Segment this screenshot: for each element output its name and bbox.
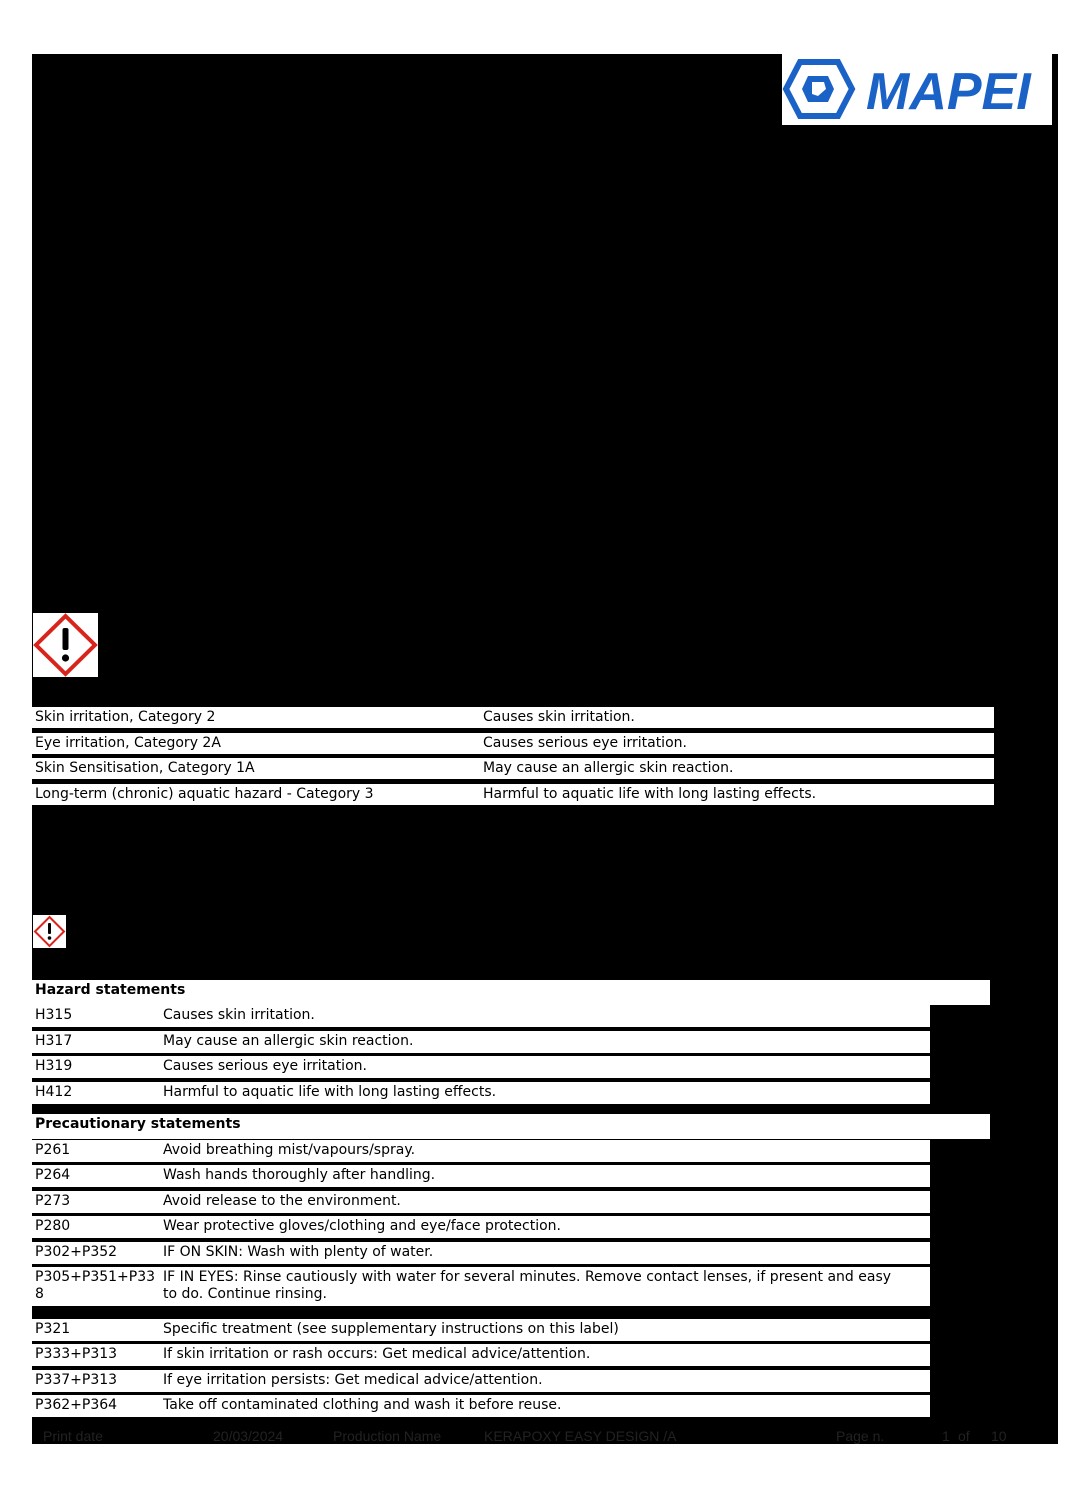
hazard-code: H319	[35, 1058, 73, 1074]
classification-row	[32, 733, 994, 754]
hazard-class-statement: Causes serious eye irritation.	[483, 735, 687, 751]
precaution-code: P333+P313	[35, 1346, 118, 1362]
precaution-code: P302+P352	[35, 1244, 118, 1260]
precaution-text: IF ON SKIN: Wash with plenty of water.	[163, 1244, 434, 1260]
classification-row	[32, 707, 994, 728]
logo-text: MAPEI	[866, 63, 1031, 121]
production-name: KERAPOXY EASY DESIGN /A	[484, 1428, 677, 1444]
hazard-code: H315	[35, 1007, 73, 1023]
precautionary-statement-row	[32, 1319, 930, 1341]
precaution-text: If skin irritation or rash occurs: Get medical advice/attention.	[163, 1346, 591, 1362]
precaution-code: P264	[35, 1167, 71, 1183]
precaution-code: P362+P364	[35, 1397, 118, 1413]
hazard-text: Causes serious eye irritation.	[163, 1058, 367, 1074]
print-date: 20/03/2024	[213, 1428, 284, 1444]
hazard-code: H412	[35, 1084, 73, 1100]
hazard-statement-row	[32, 1056, 930, 1078]
precautionary-statement-row	[32, 1267, 930, 1306]
precautionary-statement-row	[32, 1165, 930, 1187]
mapei-logo	[782, 54, 1052, 125]
precautionary-statement-row	[32, 1140, 930, 1162]
precaution-code: P273	[35, 1193, 71, 1209]
page-footer	[32, 1428, 1058, 1444]
hazard-class: Skin irritation, Category 2	[35, 709, 216, 725]
precaution-text: Take off contaminated clothing and wash it before reuse.	[163, 1397, 562, 1413]
hazard-class-statement: May cause an allergic skin reaction.	[483, 760, 734, 776]
precautionary-statement-row	[32, 1395, 930, 1417]
precautionary-statements-heading	[32, 1114, 990, 1139]
precautionary-statements-heading-text: Precautionary statements	[35, 1116, 241, 1132]
classification-row	[32, 784, 994, 805]
classification-row	[32, 758, 994, 779]
precaution-text: Specific treatment (see supplementary instructions on this label)	[163, 1321, 619, 1337]
precautionary-statement-row	[32, 1242, 930, 1264]
page-total: 10	[991, 1428, 1007, 1444]
hazard-statements-heading-text: Hazard statements	[35, 982, 186, 998]
exclamation-mark-pictogram-icon	[33, 613, 98, 677]
precautionary-statement-row	[32, 1370, 930, 1392]
hazard-statement-row	[32, 1005, 930, 1027]
page-current: 1	[942, 1428, 950, 1444]
precautionary-statement-row	[32, 1344, 930, 1366]
precaution-code: P280	[35, 1218, 71, 1234]
hazard-text: Causes skin irritation.	[163, 1007, 315, 1023]
hazard-code: H317	[35, 1033, 73, 1049]
production-name-label: Production Name	[333, 1428, 442, 1444]
precaution-text: If eye irritation persists: Get medical advice/attention.	[163, 1372, 543, 1388]
precaution-code: P337+P313	[35, 1372, 118, 1388]
hazard-class: Eye irritation, Category 2A	[35, 735, 221, 751]
precautionary-statement-row	[32, 1216, 930, 1238]
precaution-text: Avoid release to the environment.	[163, 1193, 401, 1209]
hazard-class-statement: Causes skin irritation.	[483, 709, 635, 725]
precaution-text: Avoid breathing mist/vapours/spray.	[163, 1142, 416, 1158]
precaution-code: P261	[35, 1142, 71, 1158]
precaution-code: P321	[35, 1321, 71, 1337]
precaution-code: P305+P351+P33 8	[35, 1269, 156, 1302]
hazard-class: Skin Sensitisation, Category 1A	[35, 760, 255, 776]
precautionary-statement-row	[32, 1191, 930, 1213]
label-exclamation-pictogram-icon	[33, 915, 66, 948]
hazard-statement-row	[32, 1082, 930, 1104]
hazard-statements-heading	[32, 980, 990, 1005]
page-of: of	[958, 1428, 970, 1444]
print-date-label: Print date	[43, 1428, 103, 1444]
precaution-text: Wash hands thoroughly after handling.	[163, 1167, 436, 1183]
hazard-class-statement: Harmful to aquatic life with long lasting effects.	[483, 786, 817, 802]
hazard-statement-row	[32, 1031, 930, 1053]
precaution-text: IF IN EYES: Rinse cautiously with water for several minutes. Remove contact lenses, if present and easy to do. Continue rinsing.	[163, 1269, 892, 1302]
hazard-text: Harmful to aquatic life with long lasting effects.	[163, 1084, 497, 1100]
page-label: Page n.	[836, 1428, 885, 1444]
hazard-class: Long-term (chronic) aquatic hazard - Category 3	[35, 786, 374, 802]
precaution-text: Wear protective gloves/clothing and eye/face protection.	[163, 1218, 561, 1234]
hazard-text: May cause an allergic skin reaction.	[163, 1033, 414, 1049]
